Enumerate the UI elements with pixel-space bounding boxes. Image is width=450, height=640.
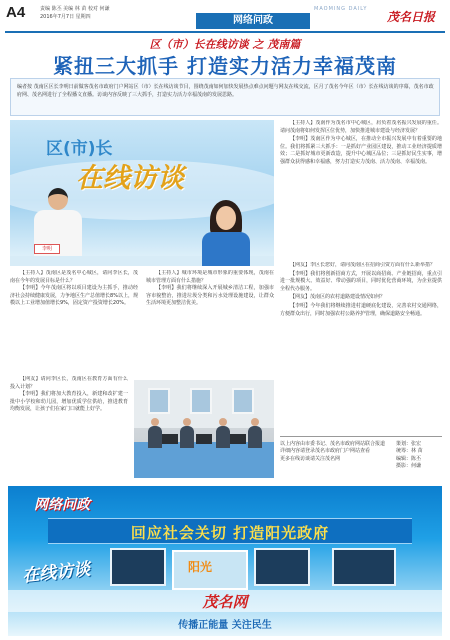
worker bbox=[216, 426, 230, 448]
credits-box bbox=[280, 436, 442, 480]
paragraph: 【李明】我们将继续深入开展城乡清洁工程，加强市容市貌整治，推进垃圾分类和污水处理设施建设，让群众生活环境更加整洁优美。 bbox=[146, 285, 274, 307]
promo-screen bbox=[254, 548, 310, 586]
header-rule bbox=[5, 31, 445, 33]
article-headline: 紧扭三大抓手 打造实力活力幸福茂南 bbox=[53, 54, 397, 78]
date-line: 2016年7月7日 星期四 bbox=[40, 14, 91, 20]
paragraph: 【主持人】茂南区是茂名中心城区，请问李区长，茂南在今年的发展目标是什么？ bbox=[10, 270, 138, 284]
promo-slogan-band bbox=[48, 518, 412, 544]
laptop bbox=[230, 434, 246, 444]
promo-footer: 传播正能量 关注民生 bbox=[178, 620, 272, 631]
credits-note: 以上内容由市委书记、茂名市政府网站联合报道 详细内容请登录茂名市政府门户网站查看 更多在线访谈请关注茂名网 bbox=[280, 441, 386, 462]
paragraph: 【李明】今年茂南区将以项目建设为主抓手，推动经济社会持续健康发展，力争地区生产总值增长8%以上，规模以上工业增加值增长9%，固定资产投资增长20%。 bbox=[10, 285, 138, 307]
nameplate: 李明 bbox=[34, 244, 60, 254]
paragraph: 【李明】我们将创新招商方式，开展以商招商、产业链招商，重点引进一批规模大、效益好、带动强的项目，同时优化营商环境，为企业提供全程代办服务。 bbox=[280, 270, 442, 292]
right-column-bottom bbox=[280, 262, 442, 430]
promo-online-title: 在线访谈 bbox=[21, 559, 92, 587]
window bbox=[148, 388, 170, 414]
hero-title-big: 在线访谈 bbox=[76, 163, 184, 194]
promo-badge: 网络问政 bbox=[34, 497, 90, 513]
promo-logo: 茂名网 bbox=[202, 593, 248, 611]
laptop bbox=[196, 434, 212, 444]
right-column-top bbox=[280, 120, 442, 258]
article-kicker: 区（市）长在线访谈 之 茂南篇 bbox=[149, 38, 301, 51]
body-column-2 bbox=[146, 270, 274, 370]
masthead bbox=[0, 0, 450, 34]
worker bbox=[148, 426, 162, 448]
laptop bbox=[162, 434, 178, 444]
hero-photo bbox=[10, 120, 274, 266]
host-figure bbox=[198, 200, 254, 266]
paragraph: 【网友】茂南区的农村道路建设情况如何？ bbox=[290, 294, 386, 301]
paragraph: 【李明】我们将加大教育投入，新建和改扩建一批中小学校和幼儿园，增加优质学位供给，推进教育均衡发展，让孩子们在家门口就能上好学。 bbox=[10, 391, 128, 413]
paragraph: 【李明】今年我们将继续推进村道硬底化建设，完善农村交通网络，方便群众出行，同时加强农村公路养护管理，确保道路安全畅通。 bbox=[280, 302, 442, 317]
promo-screen bbox=[110, 548, 166, 586]
lower-left-column bbox=[10, 376, 128, 480]
section-banner: 网络问政 bbox=[196, 13, 310, 29]
editor-line: 责编 陈丕 美编 林 苗 校对 何谦 bbox=[40, 6, 110, 12]
promo-screen bbox=[332, 548, 396, 586]
paragraph: 【主持人】茂南作为茂名市中心城区，肩负着茂名振兴发展的重任。请问茂南将如何发挥区位优势，加快推进城市建设与经济发展？ bbox=[280, 120, 442, 134]
body-column-1 bbox=[10, 270, 138, 370]
paragraph: 【网友】请问李区长，茂南区在教育方面有什么投入计划？ bbox=[10, 376, 128, 390]
paragraph: 【主持人】城市环境是城市形象的重要体现，茂南在城市管理方面有什么措施？ bbox=[146, 270, 274, 284]
paper-english-name: MAOMING DAILY bbox=[314, 6, 368, 12]
promo-banner bbox=[8, 486, 442, 636]
promo-sun-text: 阳光 bbox=[188, 560, 213, 574]
body-columns bbox=[10, 270, 274, 370]
window bbox=[190, 388, 212, 414]
window bbox=[232, 388, 254, 414]
paper-logo: 茂名日报 bbox=[387, 10, 436, 24]
promo-slogan: 回应社会关切 打造阳光政府 bbox=[130, 524, 330, 542]
lead-box bbox=[10, 78, 440, 116]
paragraph: 【李明】茂南区作为中心城区，在推动全市振兴发展中有着重要的地位。我们将抓紧三大抓手：一是抓好产业园区建设，推动工业经济提质增效；二是抓好城市更新改造，提升中心城区品位；三是抓好民生实事，增强群众获得感和幸福感，努力打造实力茂南、活力茂南、幸福茂南。 bbox=[280, 136, 442, 165]
paragraph: 【网友】李区长您好，请问茂南区在招商引资方面有什么新举措？ bbox=[290, 262, 436, 268]
worker bbox=[248, 426, 262, 448]
hero-title-small: 区(市)长 bbox=[46, 139, 113, 159]
staff-photo bbox=[134, 380, 274, 478]
credits-staff: 策划：张宏 统筹：林 苗 编辑：陈丕 摄影：何谦 bbox=[396, 441, 423, 470]
page-number: A4 bbox=[6, 4, 26, 21]
worker bbox=[180, 426, 194, 448]
interviewee-figure bbox=[32, 188, 84, 266]
lead-text: 编者按 茂南区区长李明日前做客茂名市政府门户网站区（市）长在线访谈节目，围绕茂南如何加快发展热点难点问题与网友在线交流，区月了茂名今年区（市）长在线访谈的序幕，茂名市政府网、茂名网进行了全程播文直播。访谈内容反映了三大抓手，打造实力活力幸福茂南的发展思路。 bbox=[17, 84, 434, 98]
